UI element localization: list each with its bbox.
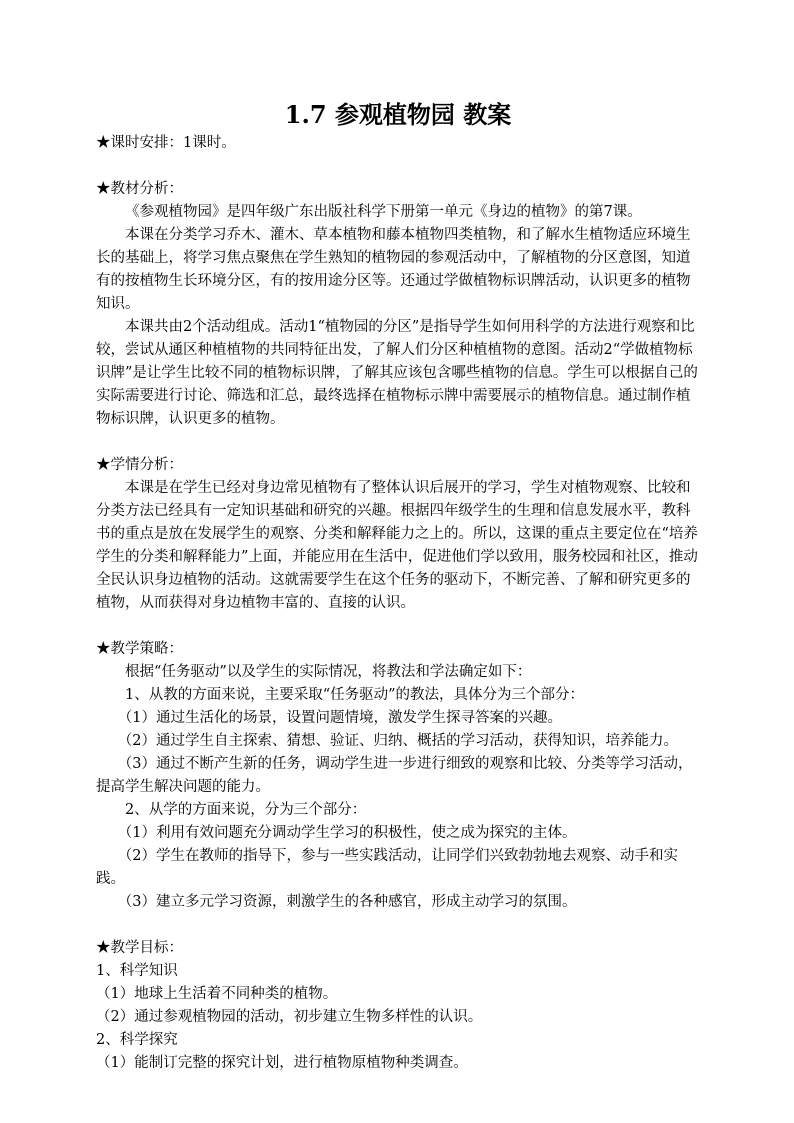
goals-item: （1）能制订完整的探究计划，进行植物原植物种类调查。 (96, 1055, 468, 1071)
material-paragraph: 本课共由2个活动组成。活动1“植物园的分区”是指导学生如何用科学的方法进行观察和比较，尝试从通区种植植物的共同特征出发，了解人们分区种植植物的意图。活动2“学做植物标识牌”是让学生比较不同的植物标识牌，了解其应该包含哪些植物的信息。学生可以根据自己的实际需要进行讨论、筛选和汇总，最终选择在植物标示牌中需要展示的植物信息。通过制作植物标识牌，认识更多的植物。 (96, 319, 698, 427)
goals-heading: ★教学目标： (96, 940, 183, 956)
material-paragraph: 本课在分类学习乔木、灌木、草本植物和藤本植物四类植物，和了解水生植物适应环境生长的基础上，将学习焦点聚焦在学生熟知的植物园的参观活动中，了解植物的分区意图，知道有的按植物生长环境分区，有的按用途分区等。还通过学做植物标识牌活动，认识更多的植物知识。 (96, 227, 691, 312)
goals-item: （2）通过参观植物园的活动，初步建立生物多样性的认识。 (96, 1009, 483, 1025)
strategy-paragraph: 1、从教的方面来说，主要采取“任务驱动”的教法，具体分为三个部分： (125, 687, 585, 703)
material-heading: ★教材分析： (96, 181, 183, 197)
strategy-item: （2）通过学生自主探索、猜想、验证、归纳、概括的学习活动，获得知识，培养能力。 (117, 733, 678, 749)
strategy-item: （3）建立多元学习资源，刺激学生的各种感官，形成主动学习的氛围。 (117, 894, 577, 910)
strategy-heading: ★教学策略： (96, 641, 183, 657)
document-page (96, 98, 700, 1075)
strategy-item: （1）利用有效问题充分调动学生学习的积极性，使之成为探究的主体。 (117, 825, 577, 841)
strategy-paragraph: 2、从学的方面来说，分为三个部分： (125, 802, 367, 818)
strategy-item: （3）通过不断产生新的任务，调动学生进一步进行细致的观察和比较、分类等学习活动，提高学生解决问题的能力。 (96, 756, 693, 795)
document-title: 1.7 参观植物园 教案 (284, 100, 512, 129)
goals-item: （1）地球上生活着不同种类的植物。 (96, 986, 338, 1002)
schedule-line: ★课时安排：1课时。 (96, 135, 236, 151)
strategy-item: （2）学生在教师的指导下，参与一些实践活动，让同学们兴致勃勃地去观察、动手和实践。 (96, 848, 678, 887)
students-paragraph: 本课是在学生已经对身边常见植物有了整体认识后展开的学习，学生对植物观察、比较和分类方法已经具有一定知识基础和研究的兴趣。根据四年级学生的生理和信息发展水平，教科书的重点是放在发展学生的观察、分类和解释能力之上的。所以，这课的重点主要定位在“培养学生的分类和解释能力”上面，并能应用在生活中，促进他们学以致用，服务校园和社区，推动全民认识身边植物的活动。这就需要学生在这个任务的驱动下，不断完善、了解和研究更多的植物，从而获得对身边植物丰富的、直接的认识。 (96, 480, 698, 611)
strategy-item: （1）通过生活化的场景，设置问题情境，激发学生探寻答案的兴趣。 (117, 710, 562, 726)
strategy-paragraph: 根据“任务驱动”以及学生的实际情况，将教法和学法确定如下： (125, 664, 532, 680)
goals-subheading: 2、科学探究 (96, 1032, 178, 1048)
goals-subheading: 1、科学知识 (96, 963, 178, 979)
material-paragraph: 《参观植物园》是四年级广东出版社科学下册第一单元《身边的植物》的第7课。 (125, 204, 642, 220)
students-heading: ★学情分析： (96, 457, 183, 473)
